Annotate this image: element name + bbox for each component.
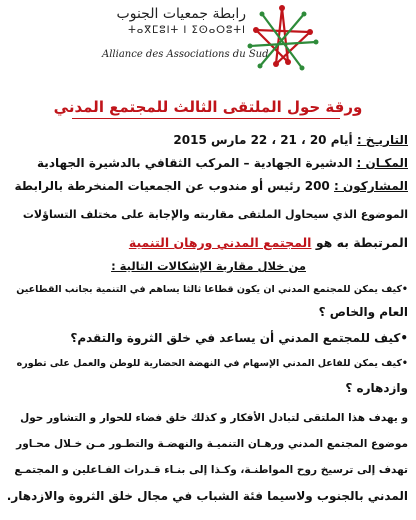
logo-star-emblem-icon	[242, 2, 322, 82]
association-logo	[92, 2, 322, 82]
date-line	[8, 132, 408, 148]
topic-line-1: الموضوع الذي سيحاول الملتقى مقاربته والإجابة على مختلف التساؤلات	[22, 208, 408, 221]
logo-french-name: Alliance des Associations du Sud	[102, 49, 269, 60]
question-3-line-1: •كيف يمكن للفاعل المدني الإسهام في النهضة الحضارية للوطن والعمل على تطوره	[16, 358, 408, 369]
question-2-line-1: •كيف للمجتمع المدني أن يساعد في خلق الثروة والتقدم؟	[70, 331, 408, 345]
goal-line-4: المدني بالجنوب ولاسيما فئة الشباب في مجال خلق الثروة والازدهار.	[6, 489, 408, 503]
question-3-line-2: وازدهاره ؟	[345, 381, 408, 395]
question-1-line-2: العام والخاص ؟	[318, 305, 408, 319]
participants-value: 200 رئيس أو مندوب عن الجمعيات المنخرطة بالرابطة	[14, 179, 330, 193]
title-underline	[72, 118, 340, 119]
goal-line-2: موضوع المجتمع المدني ورهـان التنميـة والنهضـة والتطـور مـن خـلال محـاور	[16, 438, 408, 450]
goal-line-3: تهدف إلى ترسيخ روح المواطنـة، وكـذا إلى بنـاء قـدرات الفـاعلين و المجتمـع	[14, 464, 408, 476]
participants-label: المشاركون :	[333, 179, 408, 193]
date-label: التاريـخ :	[356, 133, 408, 147]
topic-highlight: المجتمع المدني ورهان التنمية	[128, 235, 312, 250]
document-title: ورقة حول الملتقى الثالث للمجتمع المدني	[53, 98, 363, 116]
logo-arabic-name: رابطة جمعيات الجنوب	[116, 6, 246, 22]
date-value: أيام 20 ، 21 ، 22 مارس 2015	[173, 133, 353, 147]
participants-line	[8, 178, 408, 194]
topic-line-3: من خلال مقاربة الإشكالات التالية :	[111, 259, 306, 273]
logo-tifinagh-name: ⵜⴰⴳⵎⵓⵏⵜ ⵏ ⵉⵙⴰⵔⵓⵜⵏ	[128, 25, 246, 36]
topic-prefix: المرتبطة به هو	[315, 235, 408, 250]
place-value: الدشيرة الجهادية – المركب الثقافي بالدشيرة الجهادية	[37, 156, 353, 170]
place-line	[8, 155, 408, 171]
question-1-line-1: •كيف يمكن للمجتمع المدني ان يكون قطاعا ثالثا يساهم في التنمية بجانب القطاعين	[16, 284, 408, 295]
topic-line-2	[8, 235, 408, 251]
goal-line-1: و يهدف هذا الملتقى لتبادل الأفكار و كذلك خلق فضاء للحوار و التشاور حول	[20, 412, 408, 424]
place-label: المكـان :	[356, 156, 408, 170]
